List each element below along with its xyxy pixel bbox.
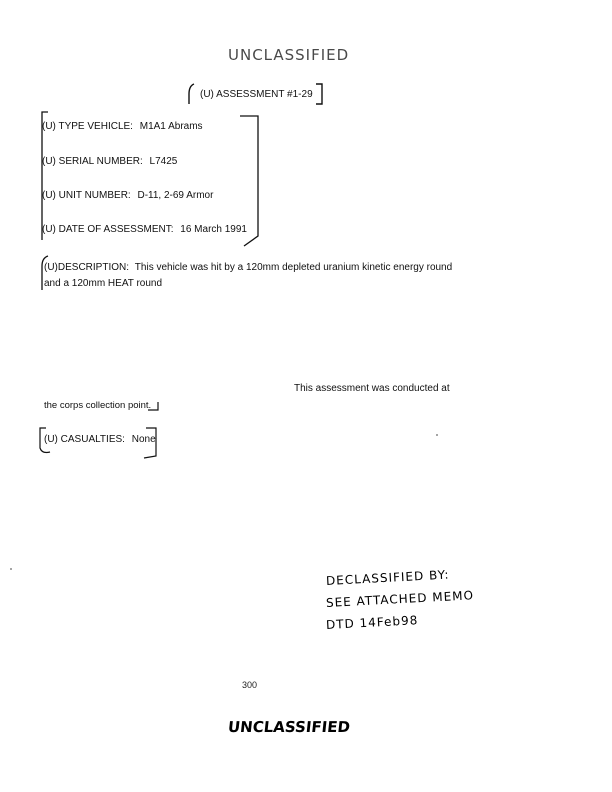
classification-stamp-bottom: UNCLASSIFIED — [227, 718, 351, 736]
title-left-bracket — [189, 84, 194, 104]
description-line-1 — [44, 262, 452, 273]
scan-speck — [10, 568, 12, 570]
assessment-title: (U) ASSESSMENT #1-29 — [200, 89, 313, 100]
date-of-assessment-label: (U) DATE OF ASSESSMENT: — [42, 224, 174, 235]
assessment-note-line-2: the corps collection point. — [44, 400, 152, 411]
description-text-2: and a 120mm HEAT round — [44, 278, 163, 289]
dated-line: DTD 14Feb98 — [325, 613, 419, 632]
type-vehicle-value: M1A1 Abrams — [139, 121, 203, 132]
casualties-label: (U) CASUALTIES: — [44, 434, 125, 445]
scan-speck — [436, 434, 438, 436]
assessment-note-line-1: This assessment was conducted at — [294, 383, 450, 394]
type-vehicle-label: (U) TYPE VEHICLE: — [42, 121, 133, 132]
description-text-1: This vehicle was hit by a 120mm depleted uranium kinetic energy round — [134, 262, 453, 273]
date-of-assessment-value: 16 March 1991 — [180, 224, 247, 235]
casualties-value: None — [131, 434, 156, 445]
casualties-row — [44, 434, 156, 445]
title-right-bracket — [316, 84, 322, 104]
classification-stamp-top: UNCLASSIFIED — [228, 46, 350, 64]
page-number: 300 — [242, 680, 258, 690]
unit-number-value: D-11, 2-69 Armor — [137, 190, 214, 201]
date-of-assessment-row — [42, 224, 247, 235]
declassified-by-line: DECLASSIFIED BY: — [325, 567, 450, 588]
serial-number-value: L7425 — [149, 156, 178, 167]
description-prefix: (U) — [44, 262, 58, 273]
see-attached-memo-line: SEE ATTACHED MEMO — [325, 588, 475, 610]
type-vehicle-row — [42, 121, 203, 132]
description-label: DESCRIPTION: — [57, 262, 130, 273]
serial-number-row — [42, 156, 177, 167]
serial-number-label: (U) SERIAL NUMBER: — [42, 156, 143, 167]
unit-number-row — [42, 190, 213, 201]
unit-number-label: (U) UNIT NUMBER: — [42, 190, 131, 201]
